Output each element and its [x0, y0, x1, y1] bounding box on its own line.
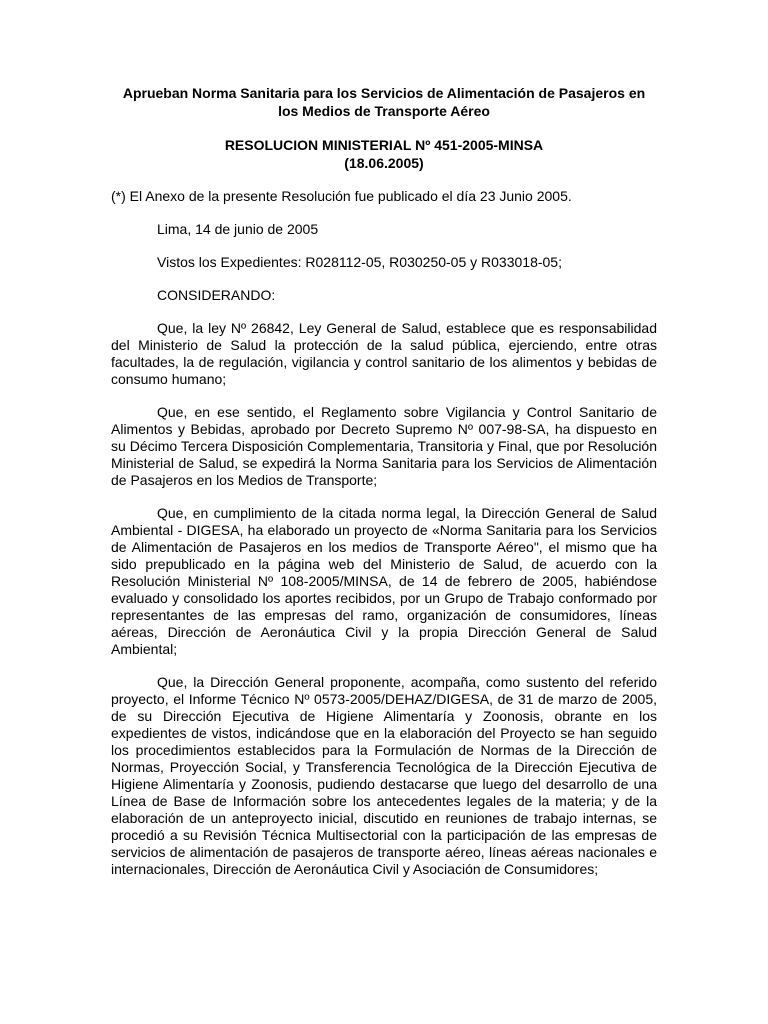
document-title: Aprueban Norma Sanitaria para los Servicios de Alimentación de Pasajeros en los Medios de Transporte Aéreo — [122, 85, 646, 119]
paragraph-digesa-proyecto: Que, en cumplimiento de la citada norma legal, la Dirección General de Salud Ambiental - DIGESA, ha elaborado un proyecto de «Norma Sanitaria para los Servicios de Alimentación de Pasajeros en los medios de Transporte Aéreo", el mismo que ha sido prepublicado en la página web del Ministerio de Salud, de acuerdo con la Resolución Ministerial Nº 108-2005/MINSA, de 14 de febrero de 2005, habiéndose evaluado y consolidado los aportes recibidos, por un Grupo de Trabajo conformado por representantes de las empresas del ramo, organización de consumidores, líneas aéreas, Dirección de Aeronáutica Civil y la propia Dirección General de Salud Ambiental; — [111, 505, 657, 657]
resolution-heading — [111, 136, 657, 172]
document-page — [111, 84, 657, 878]
resolution-number: RESOLUCION MINISTERIAL Nº 451-2005-MINSA — [224, 137, 544, 153]
annex-note: (*) El Anexo de la presente Resolución fue publicado el día 23 Junio 2005. — [111, 188, 572, 204]
paragraph-ley-general: Que, la ley Nº 26842, Ley General de Salud, establece que es responsabilidad del Ministerio de Salud la protección de la salud pública, ejerciendo, entre otras facultades, la de regulación, vigilancia y control sanitario de los alimentos y bebidas de consumo humano; — [111, 320, 657, 387]
place-date: Lima, 14 de junio de 2005 — [157, 221, 319, 237]
vistos-line: Vistos los Expedientes: R028112-05, R030250-05 y R033018-05; — [157, 254, 562, 270]
paragraph-reglamento: Que, en ese sentido, el Reglamento sobre Vigilancia y Control Sanitario de Alimentos y Bebidas, aprobado por Decreto Supremo Nº 007-98-SA, ha dispuesto en su Décimo Tercera Disposición Complementaria, Transitoria y Final, que por Resolución Ministerial de Salud, se expedirá la Norma Sanitaria para los Servicios de Alimentación de Pasajeros en los Medios de Transporte; — [111, 404, 657, 488]
paragraph-informe-tecnico: Que, la Dirección General proponente, acompaña, como sustento del referido proyecto, el Informe Técnico Nº 0573-2005/DEHAZ/DIGESA, de 31 de marzo de 2005, de su Dirección Ejecutiva de Higiene Alimentaría y Zoonosis, obrante en los expedientes de vistos, indicándose que en la elaboración del Proyecto se han seguido los procedimientos establecidos para la Formulación de Normas de la Dirección de Normas, Proyección Social, y Transferencia Tecnológica de la Dirección Ejecutiva de Higiene Alimentaría y Zoonosis, pudiendo destacarse que luego del desarrollo de una Línea de Base de Información sobre los antecedentes legales de la materia; y de la elaboración de un anteproyecto inicial, discutido en reuniones de trabajo internas, se procedió a su Revisión Técnica Multisectorial con la participación de las empresas de servicios de alimentación de pasajeros de transporte aéreo, líneas aéreas nacionales e internacionales, Dirección de Aeronáutica Civil y Asociación de Consumidores; — [111, 674, 657, 877]
considerando-heading: CONSIDERANDO: — [157, 287, 276, 303]
resolution-date: (18.06.2005) — [344, 155, 424, 171]
